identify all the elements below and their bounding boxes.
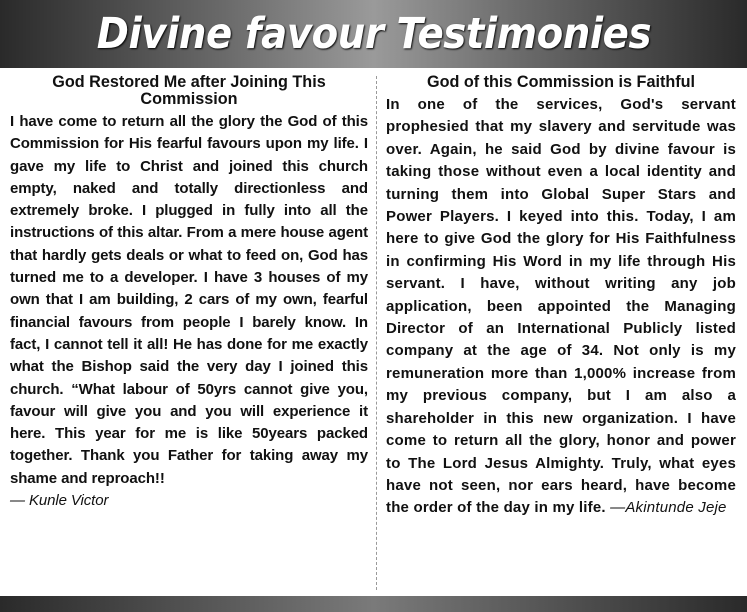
testimony-left-text: I have come to return all the glory the God of this Commission for His fearful favours upon my life. I gave my life to Christ and joined this church empty, naked and totally directionless and extremely broke. I plugged in fully into all the instructions of this altar. From a mere house agent that hardly gets deals or what to feed on, God has turned me to a developer. I have 3 houses of my own that I am building, 2 cars of my own, fearful financial favours from people I barely know. In fact, I cannot tell it all! He has done for me exactly what the Bishop said the very day I joined this church. “What labour of 50yrs cannot give you, favour will give you and you will experience it here. This year for me is like 50years packed together. Thank you Father for taking away my shame and reproach!!	[10, 113, 368, 487]
testimony-left-heading: God Restored Me after Joining This Commission	[52, 73, 326, 108]
column-divider	[376, 76, 377, 590]
testimony-right-body	[386, 94, 736, 520]
testimony-left	[10, 74, 368, 512]
testimony-right-text: In one of the services, God's servant prophesied that my slavery and servitude was over. Again, he said God by divine favour is taking those without even a local identity and turning them into Global Super Stars and Power Players. I keyed into this. Today, I am here to give God the glory for His Faithfulness in confirming His Word in my life through His servant. I have, without writing any job application, been appointed the Managing Director of an International Publicly listed company at the age of 34. Not only is my remuneration more than 1,000% increase from my previous company, but I am also a shareholder in this new organization. I have come to return all the glory, honor and power to The Lord Jesus Almighty. Truly, what eyes have not seen, nor ears heard, have become the order of the day in my life.	[386, 96, 736, 517]
banner	[0, 0, 747, 68]
testimony-right-heading: God of this Commission is Faithful	[427, 73, 695, 91]
banner-title: Divine favour Testimonies	[96, 9, 651, 59]
testimony-left-author: — Kunle Victor	[10, 492, 109, 510]
footer-bar	[0, 596, 747, 612]
testimony-right	[386, 74, 736, 520]
testimony-right-author: —Akintunde Jeje	[610, 499, 727, 517]
testimony-left-body	[10, 111, 368, 512]
